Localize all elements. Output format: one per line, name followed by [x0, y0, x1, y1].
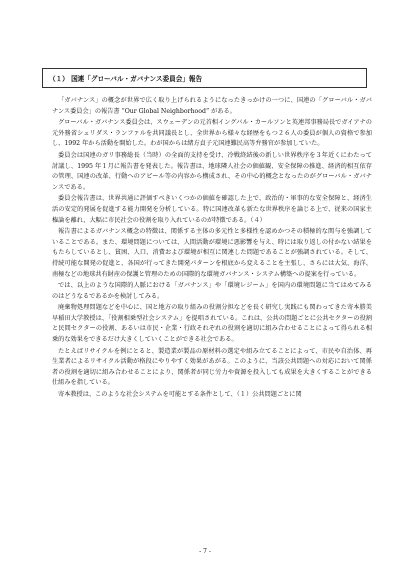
paragraph: たとえばリサイクルを例にとると、製造業が製品の原材料の選定や組み立てることによって、市民や自治体、再生業者によるリサイクル活動が格段にやりやすく効果があがる。このように、当該公共問題への対応において関係者の役割を適切に組み合わせることにより、関係者が同じ労力や資源を投入しても成果を大きくすることができる仕組みを指している。	[52, 347, 372, 387]
body-text	[52, 96, 372, 401]
paragraph: グローバル・ガバナンス委員会は、スウェーデンの元首相イングバル・カールソンと英連邦事務局長でガイアナの元外務省シュリダス・ランファルを共同議長とし、全世界から様々な経歴をもつ２６人の委員が個人の資格で参加し、1992 年から活動を開始した。わが国からは緒方貞子元国連難民高等弁務官が参加していた。	[52, 119, 372, 148]
section-heading-box	[42, 68, 367, 88]
paragraph: 寄本教授は、このような社会システムを可能とする条件として、（１）公共問題ごとに関	[58, 391, 302, 399]
paragraph: 報告書によるガバナンス概念の特徴は、関係する主体の多元性と多様性を認めかつその積極的な関与を強調していることである。また、環境問題については、人間活動が環境に悪影響を与え、時には取り返しの付かない結果をもたらしているとし、貧困、人口、消費および環境が相互に関連した問題であることが強調されている。そして、持続可能な開発の促進と、各国が行ってきた開発パターンを根底から変えることを主張し、さらには大気、海洋、南極などの地球共有財産の保護と管理のための国際的な環境ガバナンス・システム構築への提案を行っている。	[52, 228, 372, 278]
paragraph: 委員会は国連のガリ事務総長（当時）の全面的支持を受け、冷戦終結後の新しい世界秩序を３年近くにわたって討議し、1995 年１月に報告書を発表した。報告書は、地球隣人社会の価値観、安全保障の推進、経済的相互依存の管理、国連の改革、行動へのアピール等の内容から構成され、その中心的概念となったのがグローバル・ガバナンスである。	[52, 151, 372, 191]
page-number: - 7 -	[199, 548, 211, 555]
paragraph: 廃棄物処理問題などを中心に、国と地方の取り組みの役割分担などを長く研究し実践にも関わってきた寄本勝美早稲田大学教授は、「役割相乗型社会システム」を提唱されている。これは、公共の問題ごとに公共セクターの役割と民間セクターの役割、あるいは市民・企業・行政それぞれの役割を適切に組み合わせることによって得られる相乗的な効果をできるだけ大きくしていくことができる社会である。	[52, 304, 372, 344]
section-heading: （１） 国連「グローバル・ガバナンス委員会」報告	[49, 75, 203, 83]
paragraph: 委員会報告書は、世界共通に評価すべきいくつかの価値を確認した上で、政治的・軍事的な安全保障と、経済生活の安定的発展を促進する能力開発を分析している。特に国連改革も新たな世界秩序を論じる上で、従来の国家主権論を離れ、大幅に市民社会の役割を取り入れているのが特徴である。（４）	[52, 195, 372, 224]
paragraph: 「ガバナンス」の概念が世界で広く取り上げられるようになったきっかけの一つに、国連の「グローバル・ガバナンス委員会」の報告書 “Our Global Neighborhood” がある。	[52, 97, 372, 115]
paragraph: では、以上のような国際的人脈における「ガバナンス」や「環境レジーム」を国内の環境問題に当てはめてみるのはどうなるであるかを検討してみる。	[52, 282, 372, 300]
